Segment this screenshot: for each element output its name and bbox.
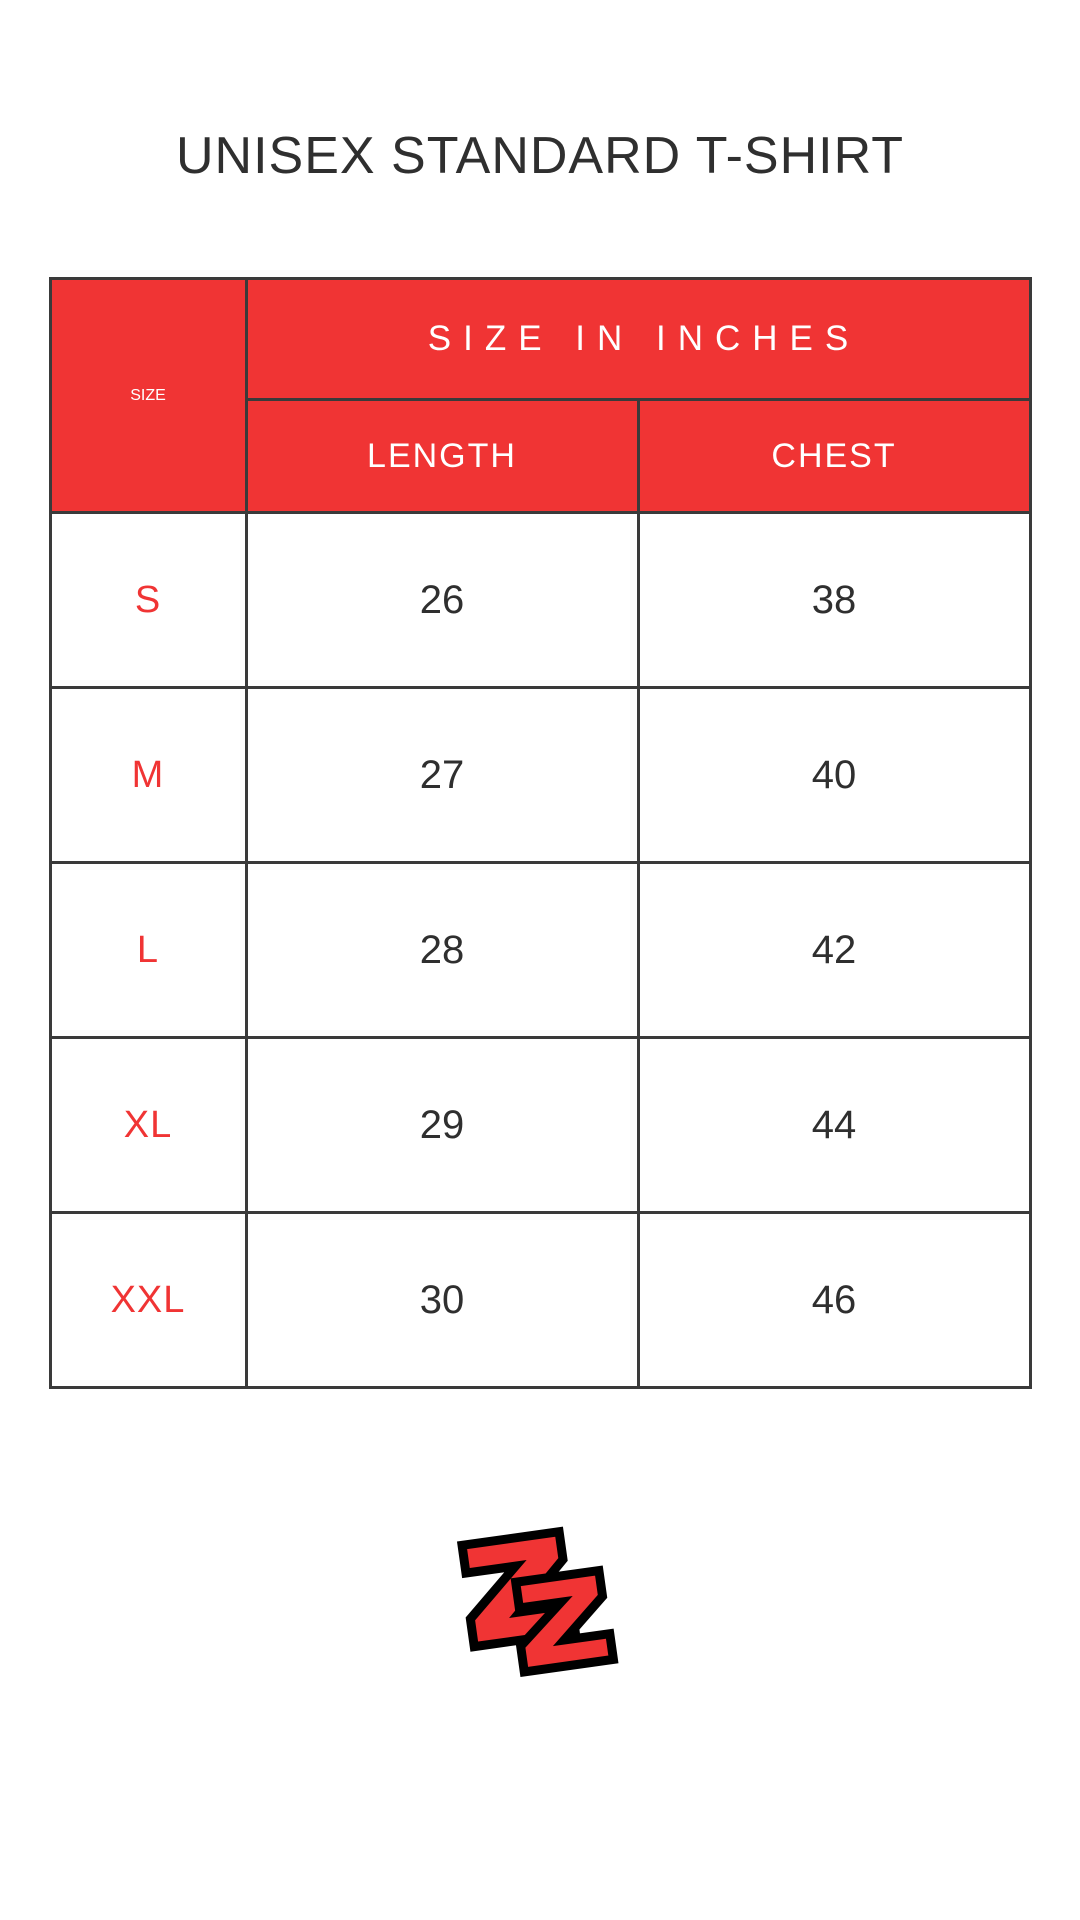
table-body (50, 513, 1030, 1388)
zz-logo-icon (440, 1517, 640, 1677)
page-title: UNISEX STANDARD T-SHIRT (176, 127, 904, 185)
header-cell-size: SIZE (50, 279, 246, 513)
cell-length: 26 (246, 513, 638, 688)
cell-chest: 42 (638, 863, 1030, 1038)
cell-chest: 40 (638, 688, 1030, 863)
cell-length: 30 (246, 1213, 638, 1388)
cell-size: L (50, 863, 246, 1038)
cell-chest: 38 (638, 513, 1030, 688)
brand-logo (0, 1517, 1080, 1677)
cell-length: 29 (246, 1038, 638, 1213)
table-header-row-group (50, 279, 1030, 400)
table-row (50, 863, 1030, 1038)
table-row (50, 513, 1030, 688)
header-cell-length: LENGTH (246, 400, 638, 513)
cell-chest: 46 (638, 1213, 1030, 1388)
table-row (50, 1213, 1030, 1388)
table-head (50, 279, 1030, 513)
size-chart-table (49, 277, 1032, 1389)
cell-size: XXL (50, 1213, 246, 1388)
size-chart-table-wrap (50, 277, 1030, 1389)
cell-size: S (50, 513, 246, 688)
cell-chest: 44 (638, 1038, 1030, 1213)
cell-size: M (50, 688, 246, 863)
header-cell-size-in-inches: SIZE IN INCHES (246, 279, 1030, 400)
cell-length: 28 (246, 863, 638, 1038)
cell-length: 27 (246, 688, 638, 863)
cell-size: XL (50, 1038, 246, 1213)
table-row (50, 1038, 1030, 1213)
table-row (50, 688, 1030, 863)
header-cell-chest: CHEST (638, 400, 1030, 513)
